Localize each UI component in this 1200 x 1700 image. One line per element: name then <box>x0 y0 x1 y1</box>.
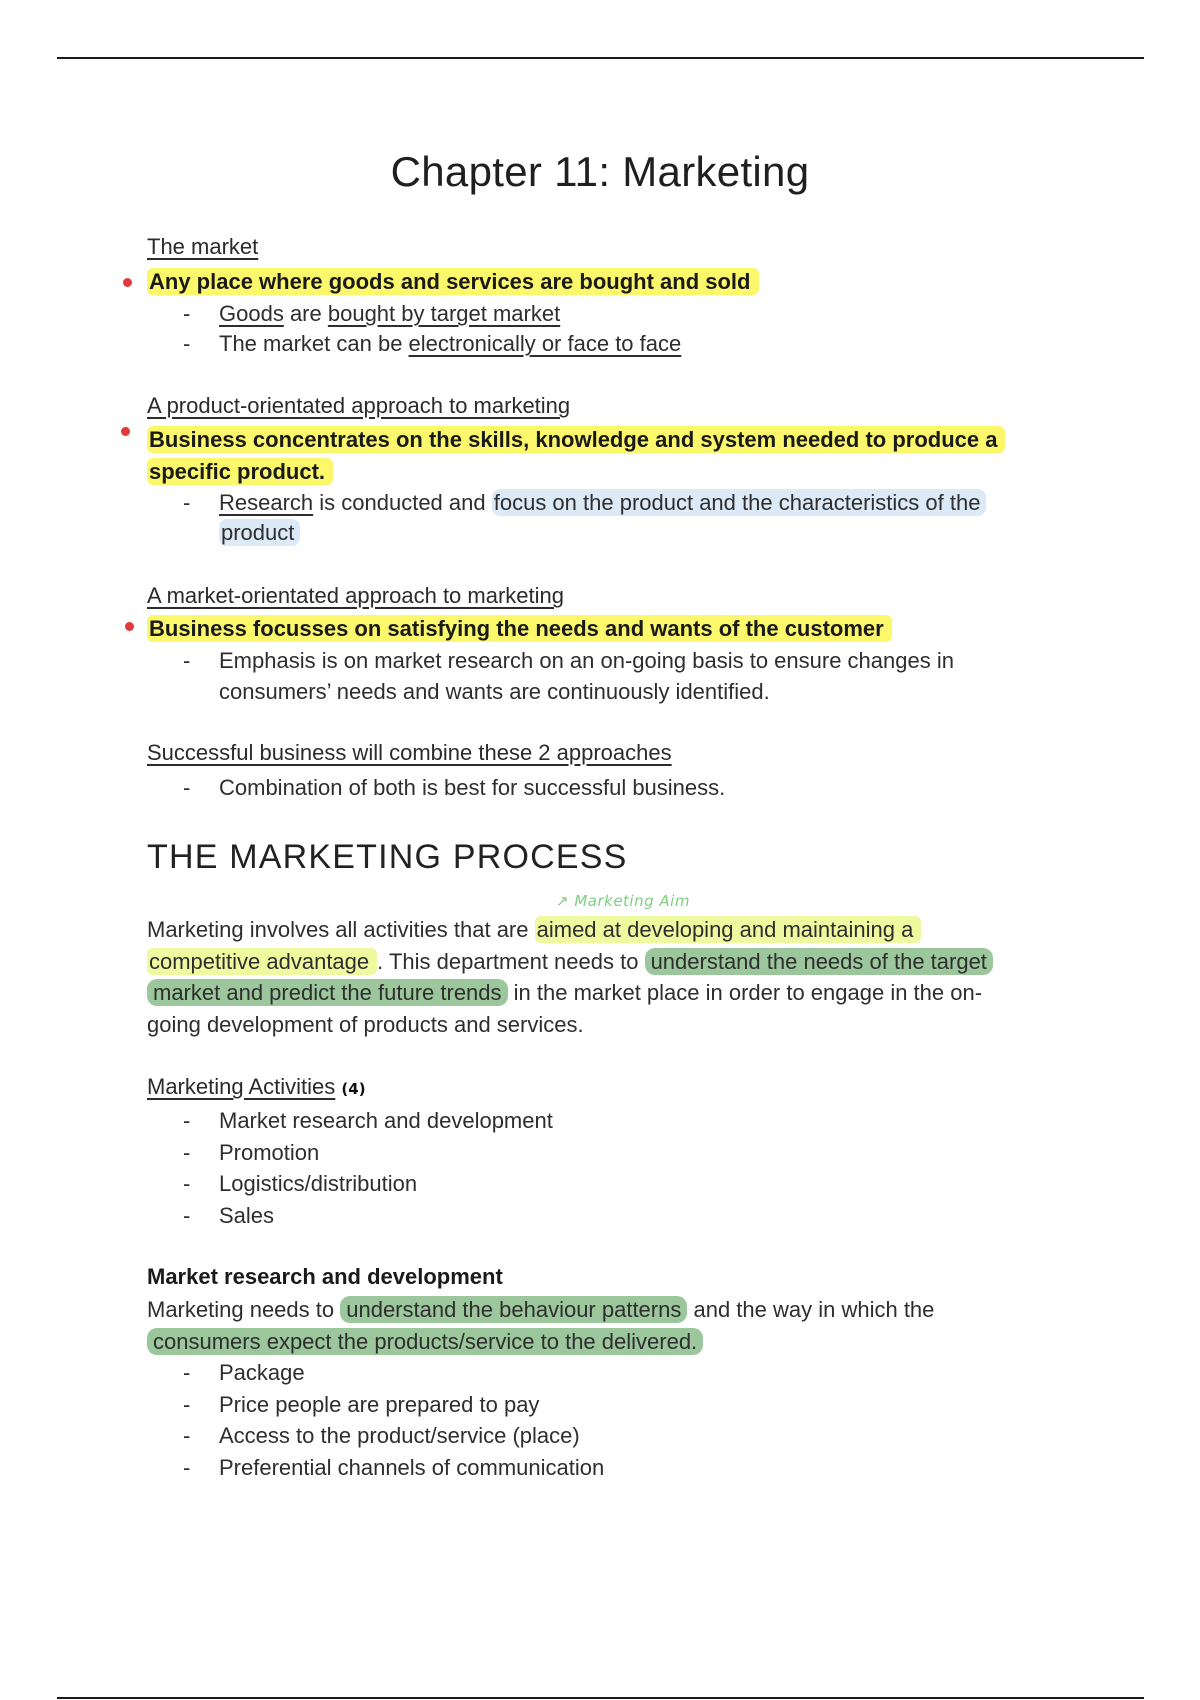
dash-icon: - <box>183 490 191 515</box>
market-b1-are: are <box>283 301 328 326</box>
list-item-text: Promotion <box>219 1139 320 1165</box>
market-approach-bullet-1 <box>183 645 999 707</box>
market-approach-definition-text: Business focusses on satisfying the needs and wants of the customer <box>147 615 892 642</box>
bottom-rule <box>57 1697 1144 1699</box>
list-item-text: Package <box>219 1360 305 1385</box>
dash-icon: - <box>183 1108 191 1133</box>
list-item <box>183 1137 553 1169</box>
dash-icon: - <box>183 331 191 356</box>
list-item-text: Logistics/distribution <box>219 1171 418 1196</box>
dash-icon: - <box>183 1423 191 1448</box>
activities-list <box>183 1105 553 1231</box>
list-item-text: Access to the product/service (place) <box>219 1423 580 1448</box>
research-highlight-2: consumers expect the products/service to the delivered. <box>147 1328 703 1355</box>
process-p1: Marketing involves all activities that are <box>147 917 535 942</box>
research-paragraph <box>147 1294 987 1357</box>
list-item-text: Price people are prepared to pay <box>219 1391 540 1417</box>
dash-icon: - <box>183 775 191 800</box>
activities-heading-text: Marketing Activities <box>147 1074 336 1099</box>
red-bullet-icon <box>123 278 132 287</box>
list-item <box>183 1200 553 1232</box>
list-item <box>183 1357 604 1389</box>
dash-icon: - <box>183 1171 191 1196</box>
dash-icon: - <box>183 1454 191 1480</box>
market-approach-b1-text: Emphasis is on market research on an on-going basis to ensure changes in consumers’ needs and wants are continuously identified. <box>219 648 954 704</box>
combine-heading: Successful business will combine these 2 approaches <box>147 740 672 765</box>
market-definition <box>147 266 759 298</box>
top-rule <box>57 57 1144 59</box>
product-approach-heading: A product-orientated approach to marketing <box>147 393 571 418</box>
market-definition-text: Any place where goods and services are bought and sold <box>147 268 759 295</box>
combine-bullet-1 <box>183 772 726 804</box>
list-item <box>183 1168 553 1200</box>
process-highlight-green: understand the needs of the target market and predict the future trends <box>147 948 993 1007</box>
market-approach-heading: A market-orientated approach to marketing <box>147 583 565 608</box>
market-b2-text: The market can be <box>219 331 409 356</box>
dash-icon: - <box>183 648 191 673</box>
marketing-process-paragraph <box>147 914 1017 1040</box>
list-item <box>183 1420 604 1452</box>
market-heading: The market <box>147 234 259 259</box>
research-p1: Marketing needs to <box>147 1297 341 1322</box>
dash-icon: - <box>183 1202 191 1228</box>
process-p5: in the market place in order to engage in the on-going development of products and services. <box>147 980 983 1037</box>
red-bullet-icon <box>125 622 134 631</box>
page-title: Chapter 11: Marketing <box>390 148 810 195</box>
dash-icon: - <box>183 1139 191 1165</box>
market-bullet-2 <box>183 328 682 360</box>
combine-b1-text: Combination of both is best for successful business. <box>219 775 726 800</box>
dash-icon: - <box>183 1391 191 1417</box>
product-b1-highlight: focus on the product and the characteristics of the product <box>219 489 986 546</box>
market-b1-goods: Goods <box>219 301 284 326</box>
process-p3: . This department needs to <box>377 948 645 974</box>
list-item <box>183 1452 605 1484</box>
product-approach-definition-text: Business concentrates on the skills, knowledge and system needed to produce a specific product. <box>147 426 1005 485</box>
list-item <box>183 1389 604 1421</box>
market-b2-underlined: electronically or face to face <box>408 331 682 356</box>
dash-icon: - <box>183 1360 191 1385</box>
research-p3: and the way in which the <box>687 1297 935 1322</box>
product-approach-bullet-1 <box>183 488 1019 548</box>
research-highlight-1: understand the behaviour patterns <box>340 1296 687 1323</box>
market-approach-definition <box>147 613 892 645</box>
red-bullet-icon <box>121 427 130 436</box>
activities-heading <box>147 1074 366 1100</box>
list-item-text: Preferential channels of communication <box>219 1454 605 1480</box>
activities-mark: (4) <box>341 1080 366 1098</box>
research-heading: Market research and development <box>147 1264 503 1289</box>
section-title-marketing-process: THE MARKETING PROCESS <box>147 838 628 876</box>
product-b1-text: is conducted and <box>313 490 492 515</box>
research-word: Research <box>219 490 314 515</box>
market-bullet-1 <box>183 298 561 330</box>
list-item-text: Sales <box>219 1202 275 1228</box>
market-b1-target: bought by target market <box>327 301 561 326</box>
process-highlight-lime: aimed at developing and maintaining a competitive advantage <box>147 916 921 975</box>
research-list <box>183 1357 605 1483</box>
dash-icon: - <box>183 301 191 326</box>
product-approach-definition <box>147 424 1047 488</box>
list-item <box>183 1105 553 1137</box>
handwritten-annotation: ↗ Marketing Aim <box>556 892 690 910</box>
list-item-text: Market research and development <box>219 1108 553 1133</box>
